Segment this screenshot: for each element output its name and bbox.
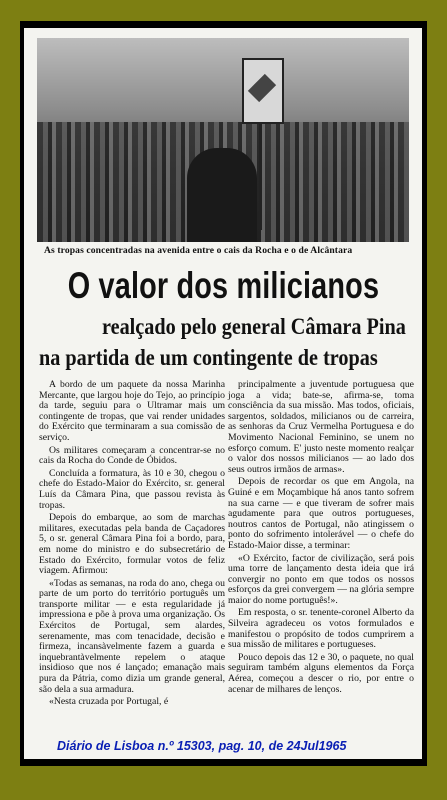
photo-flag-pole (259, 120, 262, 230)
source-citation: Diário de Lisboa n.º 15303, pag. 10, de 24Jul1965 (57, 739, 347, 753)
paragraph: Concluída a formatura, às 10 e 30, chegou o chefe do Estado-Maior do Exército, sr. general Luís da Câmara Pina, que passou revista às tropas. (39, 467, 225, 511)
paragraph: «Todas as semanas, na roda do ano, chega ou parte de um porto do território português um transporte militar — e esta regularidade já impressiona e põe à prova uma organização. Os Exércitos de Portugal, sem alardes, serenamente, mas com tenacidade, decisão e firmeza, incansàvelmente fazem a guarda e inquebrantàvelmente repelem o ataque insidioso que nos é lançado; emanação mais pura da Pátria, como dizia um grande general, são dela a sua armadura. (39, 577, 225, 695)
newspaper-clipping (24, 28, 422, 759)
article-subheadline-1: realçado pelo general Câmara Pina (102, 314, 406, 340)
article-column-left (39, 380, 225, 710)
paragraph: Pouco depois das 12 e 30, o paquete, no qual seguiram também alguns elementos da Força Aérea, começou a descer o rio, por entre o acenar de milhares de lenços. (228, 651, 414, 695)
paragraph: A bordo de um paquete da nossa Marinha Mercante, que largou hoje do Tejo, ao princípio da tarde, seguiu para o Ultramar mais um contingente de tropas, que vai render unidades do Exército que terminaram a sua comissão de serviço. (39, 379, 225, 443)
paragraph: «O Exército, factor de civilização, será pois uma torre de lançamento desta ideia que irá convergir no ponto em que todos os nossos esforços da grei convergem — na glória sempre maior do nome português!». (228, 552, 414, 606)
photo-soldier (187, 148, 257, 242)
paragraph: principalmente a juventude portuguesa que joga a vida; bate-se, afirma-se, toma consciência da sua missão. Mas todos, oficiais, sargentos, soldados, milicianos ou de carreira, as senhoras da Cruz Vermelha Portuguesa e do Movimento Nacional Feminino, se unem no esforço comum. E' justo neste momento realçar o valor dos nossos milicianos — ao lado dos seus outros irmãos de armas». (228, 379, 414, 475)
article-column-right (228, 380, 414, 697)
article-headline: O valor dos milicianos (67, 265, 380, 306)
photo-caption: As tropas concentradas na avenida entre o cais da Rocha e o de Alcântara (44, 245, 353, 256)
troops-photo (37, 38, 409, 242)
paragraph: Depois do embarque, ao som de marchas militares, executadas pela banda de Caçadores 5, o sr. general Câmara Pina foi a bordo, para, em nome do ministro e do subsecretário de Estado do Exército, formular votos de feliz viagem. Afirmou: (39, 512, 225, 577)
paragraph: Os militares começaram a concentrar-se no cais da Rocha do Conde de Óbidos. (39, 444, 225, 467)
paragraph: Depois de recordar os que em Angola, na Guiné e em Moçambique há anos tanto sofrem na sua carne — e que tiveram de sofrer mais agudamente para que outros portugueses, noutros cantos de Portugal, não atingissem o ponto do sofrimento intolerável — o chefe do Estado-Maior disse, a terminar: (228, 476, 414, 551)
paragraph: Em resposta, o sr. tenente-coronel Alberto da Silveira agradeceu os votos formulados e manifestou o propósito de todos cumprirem a sua missão de militares e portugueses. (228, 607, 414, 651)
article-subheadline-2: na partida de um contingente de tropas (39, 345, 378, 371)
photo-banner (242, 58, 284, 124)
paragraph: «Nesta cruzada por Portugal, é (49, 696, 169, 708)
